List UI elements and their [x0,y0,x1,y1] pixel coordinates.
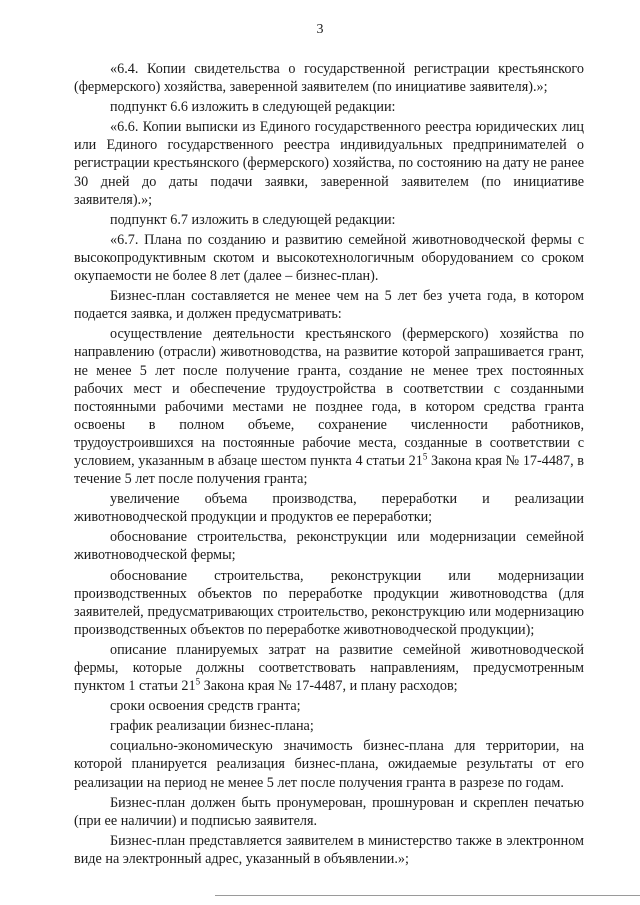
paragraph-objects-justification: обоснование строительства, реконструкции или модернизации производственных объектов по переработке продукции животноводства (для заявителей, предусматривающих строительство, реконструкцию или модернизацию производственных объектов по переработке животноводческой продукции); [74,567,584,638]
paragraph-costs-text: описание планируемых затрат на развитие семейной животноводческой фермы, которые должны соответствовать направлениям, предусмотренным пунктом 1 статьи 21 [74,641,584,695]
superscript-5: 5 [422,451,428,462]
paragraph-farm-justification: обоснование строительства, реконструкции или модернизации семейной животноводческой фермы; [74,529,584,564]
paragraph-activity [74,325,584,488]
paragraph-electronic: Бизнес-план представляется заявителем в министерство также в электронном виде на электронный адрес, указанный в объявлении.»; [74,832,584,867]
paragraph-grant-terms: сроки освоения средств гранта; [110,698,301,715]
paragraph-production-increase: увеличение объема производства, переработки и реализации животноводческой продукции и продуктов ее переработки; [74,491,584,526]
paragraph-significance: социально-экономическую значимость бизнес-плана для территории, на которой планируется реализация бизнес-плана, ожидаемые результаты от его реализации на период не менее 5 лет после получения гранта в разрезе по годам. [74,738,584,791]
page-number: 3 [316,22,324,37]
paragraph-schedule: график реализации бизнес-плана; [110,718,314,735]
paragraph-6-7: «6.7. Плана по созданию и развитию семейной животноводческой фермы с высокопродуктивным скотом и высокотехнологичным оборудованием со сроком окупаемости не более 8 лет (далее – бизнес-план). [74,231,584,285]
paragraph-6-4: «6.4. Копии свидетельства о государственной регистрации крестьянского (фермерского) хозяйства, заверенной заявителем (по инициативе заявителя).»; [74,61,584,96]
paragraph-activity-tail: Закона края № 17-4487, в течение 5 лет после получения гранта; [74,452,584,488]
paragraph-costs-tail: Закона края № 17-4487, и плану расходов; [203,678,458,695]
paragraph-subpoint-6-6: подпункт 6.6 изложить в следующей редакции: [110,99,396,116]
paragraph-binding: Бизнес-план должен быть пронумерован, прошнурован и скреплен печатью (при ее наличии) и подписью заявителя. [74,794,584,829]
paragraph-6-6: «6.6. Копии выписки из Единого государственного реестра юридических лиц или Единого государственного реестра индивидуальных предпринимателей о регистрации крестьянского (фермерского) хозяйства, по состоянию на дату не ранее 30 дней до даты подачи заявки, заверенной заявителем (по инициативе заявителя).»; [74,119,584,208]
document-body [74,60,584,868]
bottom-divider [215,895,640,896]
superscript-5: 5 [195,676,201,687]
paragraph-business-plan-term: Бизнес-план составляется не менее чем на 5 лет без учета года, в котором подается заявка, и должен предусматривать: [74,288,584,323]
paragraph-activity-text: осуществление деятельности крестьянского (фермерского) хозяйства по направлению (отрасли) животноводства, на развитие которой запрашивается грант, не менее 5 лет после получение гранта, создание не менее трех постоянных рабочих мест и обеспечение трудоустройства в соответствии с созданными постоянными рабочими местами не позднее года, в котором средства гранта освоены в полном объеме, сохранение численности работников, трудоустроившихся на постоянные рабочие места, созданные в соответствии с условием, указанным в абзаце шестом пункта 4 статьи 21 [74,326,584,469]
paragraph-subpoint-6-7: подпункт 6.7 изложить в следующей редакции: [110,211,396,228]
paragraph-costs [74,641,584,695]
